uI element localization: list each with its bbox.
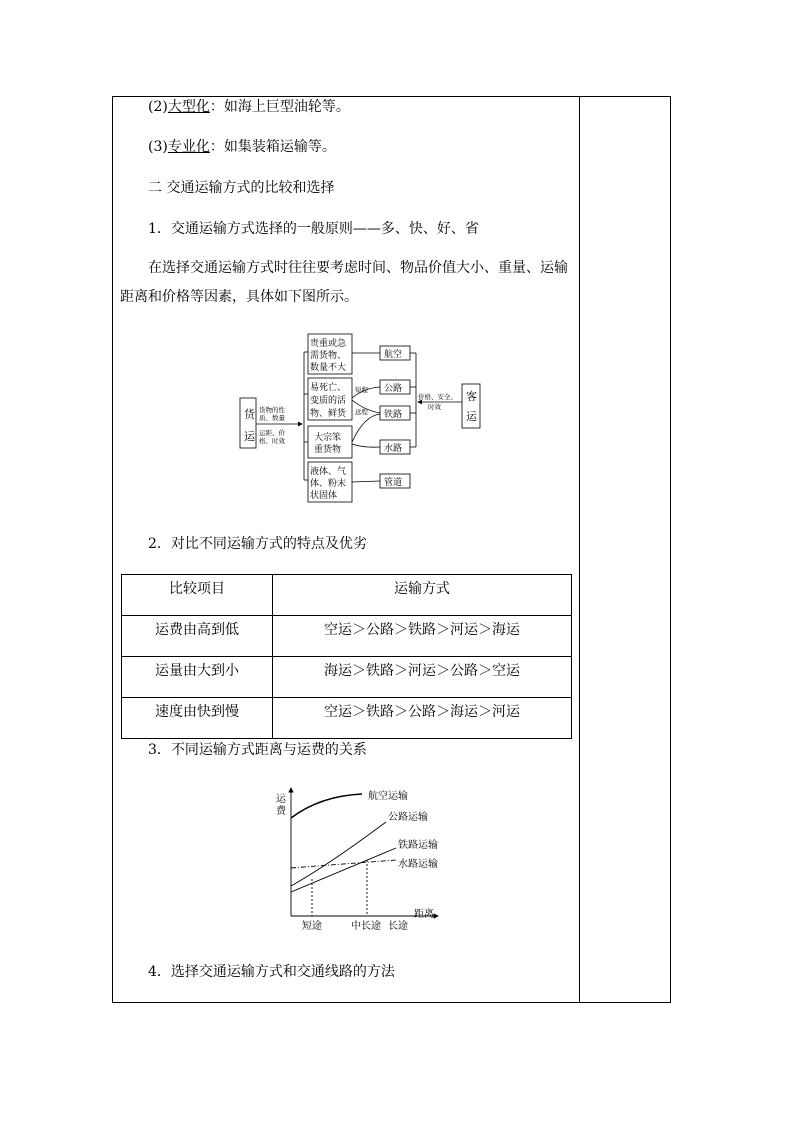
section-2-title: 二 交通运输方式的比较和选择: [148, 180, 335, 196]
table-row: 运量由大到小 海运＞铁路＞河运＞公路＞空运: [122, 657, 572, 698]
svg-text:大宗笨: 大宗笨: [314, 433, 342, 443]
right-label-2: 时效: [428, 403, 441, 411]
road-label: 公路运输: [388, 812, 428, 823]
svg-text:变质的活: 变质的活: [310, 396, 347, 406]
svg-text:重货物: 重货物: [314, 445, 342, 455]
road-curve: [291, 822, 386, 886]
left-label-top-2: 质、数量: [259, 414, 285, 422]
mode-water: 水路: [384, 444, 403, 454]
left-label-bottom-2: 格、时效: [259, 437, 285, 445]
left-label-bottom-1: 运距、价: [259, 429, 285, 437]
air-curve: [291, 794, 362, 818]
header-item: 比较项目: [122, 575, 273, 616]
svg-text:状固体: 状固体: [310, 491, 338, 501]
water-line: [291, 860, 396, 868]
svg-text:贵重或急: 贵重或急: [310, 339, 347, 349]
distance-cost-graph: [270, 782, 450, 934]
mode-rail: 铁路: [384, 410, 403, 420]
y-label-1: 运: [276, 794, 286, 805]
term-specialization: 专业化: [167, 139, 210, 155]
x-label: 距离: [414, 909, 434, 920]
svg-text:需货物、: 需货物、: [310, 351, 347, 361]
column-divider: [579, 96, 580, 1003]
tick-long: 长途: [388, 921, 408, 932]
item-3: (3)专业化：如集装箱运输等。: [148, 139, 336, 155]
y-label-2: 费: [276, 806, 286, 817]
mode-pipeline: 管道: [384, 478, 403, 488]
rail-label: 铁路运输: [398, 840, 438, 851]
tick-short: 短途: [302, 921, 322, 932]
tick-mid: 中长途: [351, 921, 381, 932]
table-header-row: [122, 575, 572, 616]
mode-air: 航空: [384, 350, 403, 360]
passenger-label-1: 客: [466, 390, 477, 403]
term-large-scale: 大型化: [167, 99, 210, 115]
svg-text:体、粉末: 体、粉末: [310, 479, 347, 489]
cargo-label-1: 货: [244, 408, 255, 421]
cargo-label-2: 运: [244, 430, 255, 443]
table-row: 运费由高到低 空运＞公路＞铁路＞河运＞海运: [122, 616, 572, 657]
svg-text:液体、气: 液体、气: [310, 467, 347, 477]
left-label-top-1: 货物的性: [259, 406, 285, 414]
point-3-title: 3．不同运输方式距离与运费的关系: [148, 742, 367, 758]
water-label: 水路运输: [398, 859, 438, 870]
comparison-table: [121, 574, 572, 739]
item-2: (2)大型化：如海上巨型油轮等。: [148, 99, 350, 115]
point-4-title: 4．选择交通运输方式和交通线路的方法: [148, 964, 395, 980]
rail-line: [291, 848, 396, 892]
point-2-title: 2．对比不同运输方式的特点及优劣: [148, 536, 367, 552]
table-row: 速度由快到慢 空运＞铁路＞公路＞海运＞河运: [122, 698, 572, 739]
svg-text:易死亡、: 易死亡、: [310, 383, 347, 393]
header-mode: 运输方式: [273, 575, 572, 616]
transport-choice-diagram: [236, 332, 486, 506]
mode-road: 公路: [384, 384, 403, 394]
svg-text:物、鲜货: 物、鲜货: [310, 409, 347, 419]
point-1-title: 1．交通运输方式选择的一般原则——多、快、好、省: [148, 221, 479, 237]
point-1-paragraph: 在选择交通运输方式时往往要考虑时间、物品价值大小、重量、运输距离和价格等因素，具体如下图所示。: [120, 260, 568, 305]
long-distance-label: 远程: [355, 408, 368, 416]
short-distance-label: 短程: [355, 386, 368, 394]
right-label-1: 价格、安全、: [418, 393, 457, 401]
passenger-label-2: 运: [466, 410, 477, 423]
air-label: 航空运输: [368, 791, 408, 802]
svg-text:数量不大: 数量不大: [310, 363, 347, 373]
